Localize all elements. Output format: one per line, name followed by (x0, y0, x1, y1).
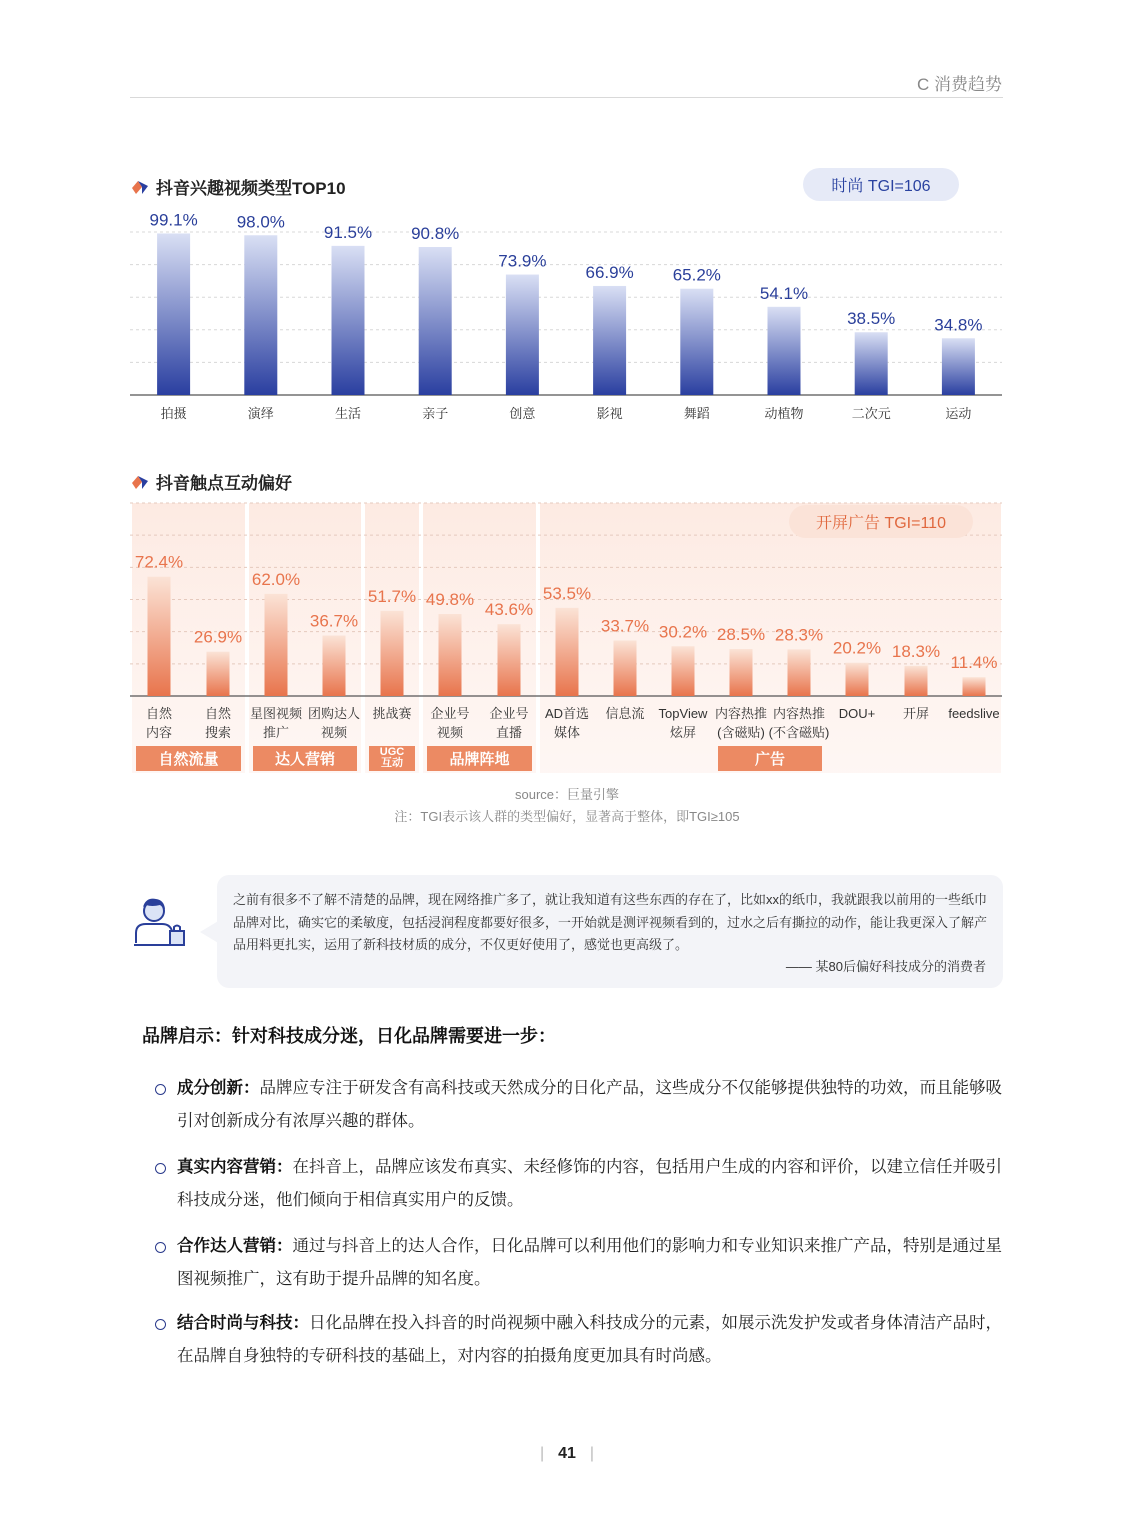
group-tag-label: 品牌阵地 (449, 751, 510, 768)
category-label: 团购达人 (307, 706, 361, 721)
data-label: 98.0% (236, 212, 285, 232)
category-label: 直播 (495, 725, 523, 740)
bar (942, 338, 975, 395)
data-label: 99.1% (149, 210, 198, 230)
quote-text: 之前有很多不了解不清楚的品牌，现在网络推广多了，就让我知道有这些东西的存在了，比如xx的纸巾，我就跟我以前用的一些纸巾品牌对比，确实它的柔敏度，包括浸润程度都要好很多，一开始就是测评视频看到的，过水之后有撕拉的动作，能让我更深入了解产品用料更扎实，运用了新科技材质的成分，不仅更好使用了，感觉也更高级了。 (233, 892, 988, 952)
category-label: 视频 (320, 725, 348, 740)
category-label: 搜索 (204, 725, 232, 740)
category-label: 内容热推 (714, 706, 768, 721)
data-label: 28.5% (716, 625, 766, 645)
data-label: 18.3% (891, 641, 941, 661)
category-label: 内容 (145, 725, 173, 740)
bar (323, 636, 346, 696)
bar (265, 594, 288, 696)
page-number-text: 41 (558, 1445, 576, 1462)
data-label: 72.4% (134, 552, 184, 572)
bar (614, 640, 637, 696)
category-label: 生活 (334, 406, 362, 421)
bullet-head: 成分创新： (177, 1079, 260, 1097)
group-tag-label: 达人营销 (274, 751, 336, 768)
data-label: 20.2% (832, 638, 882, 658)
data-label: 26.9% (193, 627, 243, 647)
data-label: 30.2% (658, 622, 708, 642)
category-label: 媒体 (553, 725, 581, 740)
category-label: 星图视频 (249, 706, 303, 721)
category-label: 自然 (145, 706, 173, 721)
data-label: 91.5% (323, 222, 373, 242)
bullet-head: 结合时尚与科技： (177, 1314, 309, 1332)
chart2-tgi-badge: 开屏广告 TGI=110 (789, 505, 973, 538)
chart1-svg (0, 200, 1134, 430)
bar (207, 652, 230, 696)
data-label: 53.5% (542, 583, 592, 603)
bullet-head: 真实内容营销： (177, 1158, 293, 1176)
category-label: 炫屏 (669, 725, 697, 740)
data-label: 66.9% (585, 262, 634, 282)
source-text: source：巨量引擎 (514, 787, 620, 802)
data-label: 62.0% (251, 569, 301, 589)
category-label: 二次元 (851, 406, 891, 421)
group-tag-label: UGC 互动 (379, 746, 405, 769)
bullet-ring-icon (155, 1163, 166, 1174)
section-header: C 消费趋势 (917, 75, 1002, 94)
bar (506, 275, 539, 395)
section-marker-icon (130, 178, 150, 196)
category-label: AD首选 (544, 706, 590, 721)
chart1-title (130, 174, 346, 199)
data-label: 33.7% (600, 616, 650, 636)
bullet-ring-icon (155, 1084, 166, 1095)
data-label: 51.7% (367, 586, 417, 606)
category-label: 企业号 (489, 706, 529, 721)
page-number: | 41 | (539, 1445, 595, 1462)
bar (788, 649, 811, 696)
category-label: 企业号 (430, 706, 470, 721)
bar (855, 332, 888, 395)
category-label: feedslive (948, 706, 1000, 721)
note-text: 注：TGI表示该人群的类型偏好，显著高于整体，即TGI≥105 (394, 809, 740, 824)
chart2-title-text: 抖音触点互动偏好 (156, 474, 292, 493)
category-label: 开屏 (902, 706, 930, 721)
category-label: 舞蹈 (683, 406, 710, 421)
bar (768, 307, 801, 395)
bar (905, 666, 928, 696)
data-label: 49.8% (425, 589, 475, 609)
category-label: 创意 (509, 406, 536, 421)
data-label: 73.9% (498, 251, 547, 271)
bar (556, 608, 579, 696)
category-label: 自然 (204, 706, 232, 721)
category-label: 推广 (262, 725, 290, 740)
bullet-body: 日化品牌在投入抖音的时尚视频中融入科技成分的元素，如展示洗发护发或者身体清洁产品时，在品牌自身独特的专研科技的基础上，对内容的拍摄角度更加具有时尚感。 (177, 1314, 1002, 1365)
category-label: 信息流 (605, 706, 645, 721)
bar (244, 235, 277, 395)
category-label: 演绎 (247, 406, 274, 421)
data-label: 11.4% (950, 653, 998, 673)
category-label: 内容热推 (772, 706, 826, 721)
bar (381, 611, 404, 696)
category-label: 影视 (596, 406, 623, 421)
bar (148, 577, 171, 696)
quote-author: —— 某80后偏好科技成分的消费者 (785, 959, 986, 974)
bar (846, 663, 869, 696)
category-label: (不含磁贴) (768, 725, 830, 740)
bar (730, 649, 753, 696)
bullet-body: 在抖音上，品牌应该发布真实、未经修饰的内容，包括用户生成的内容和评价，以建立信任并吸引科技成分迷，他们倾向于相信真实用户的反馈。 (177, 1158, 1002, 1209)
chart2-title (130, 469, 292, 494)
bar (593, 286, 626, 395)
group-tag-label: 自然流量 (158, 751, 219, 768)
header-divider (130, 97, 1003, 98)
bullet-head: 合作达人营销： (177, 1237, 293, 1255)
bar (680, 289, 713, 395)
category-label: 视频 (436, 725, 464, 740)
bar (157, 233, 190, 395)
chart2-svg (0, 495, 1134, 780)
bar (332, 246, 365, 395)
category-label: DOU+ (838, 706, 876, 721)
data-label: 90.8% (411, 223, 460, 243)
chart1-tgi-badge: 时尚 TGI=106 (803, 168, 959, 201)
data-label: 36.7% (309, 611, 359, 631)
bar (439, 614, 462, 696)
category-label: (含磁贴) (717, 725, 765, 740)
data-label: 28.3% (774, 625, 824, 645)
data-label: 65.2% (672, 265, 721, 285)
data-label: 34.8% (934, 315, 983, 335)
bar (963, 677, 986, 696)
consumer-avatar-icon (130, 893, 188, 951)
category-label: 亲子 (422, 406, 449, 421)
chart1-title-text: 抖音兴趣视频类型TOP10 (156, 179, 346, 198)
data-label: 43.6% (484, 600, 534, 620)
bar (672, 646, 695, 696)
category-label: 挑战赛 (372, 706, 412, 721)
bar (419, 247, 452, 395)
bullet-ring-icon (155, 1319, 166, 1330)
category-label: 动植物 (764, 406, 804, 421)
category-label: 拍摄 (160, 406, 187, 421)
bullet-body: 品牌应专注于研发含有高科技或天然成分的日化产品，这些成分不仅能够提供独特的功效，而且能够吸引对创新成分有浓厚兴趣的群体。 (177, 1079, 1002, 1130)
data-label: 38.5% (847, 309, 896, 329)
category-label: 运动 (945, 406, 972, 421)
bullet-body: 通过与抖音上的达人合作，日化品牌可以利用他们的影响力和专业知识来推广产品，特别是通过星图视频推广，这有助于提升品牌的知名度。 (177, 1237, 1002, 1288)
insight-title: 品牌启示：针对科技成分迷，日化品牌需要进一步： (142, 1026, 556, 1046)
group-tag-label: 广告 (754, 751, 786, 768)
category-label: TopView (658, 706, 708, 721)
bar (498, 624, 521, 696)
bullet-ring-icon (155, 1242, 166, 1253)
data-label: 54.1% (759, 283, 809, 303)
section-marker-icon (130, 473, 150, 491)
